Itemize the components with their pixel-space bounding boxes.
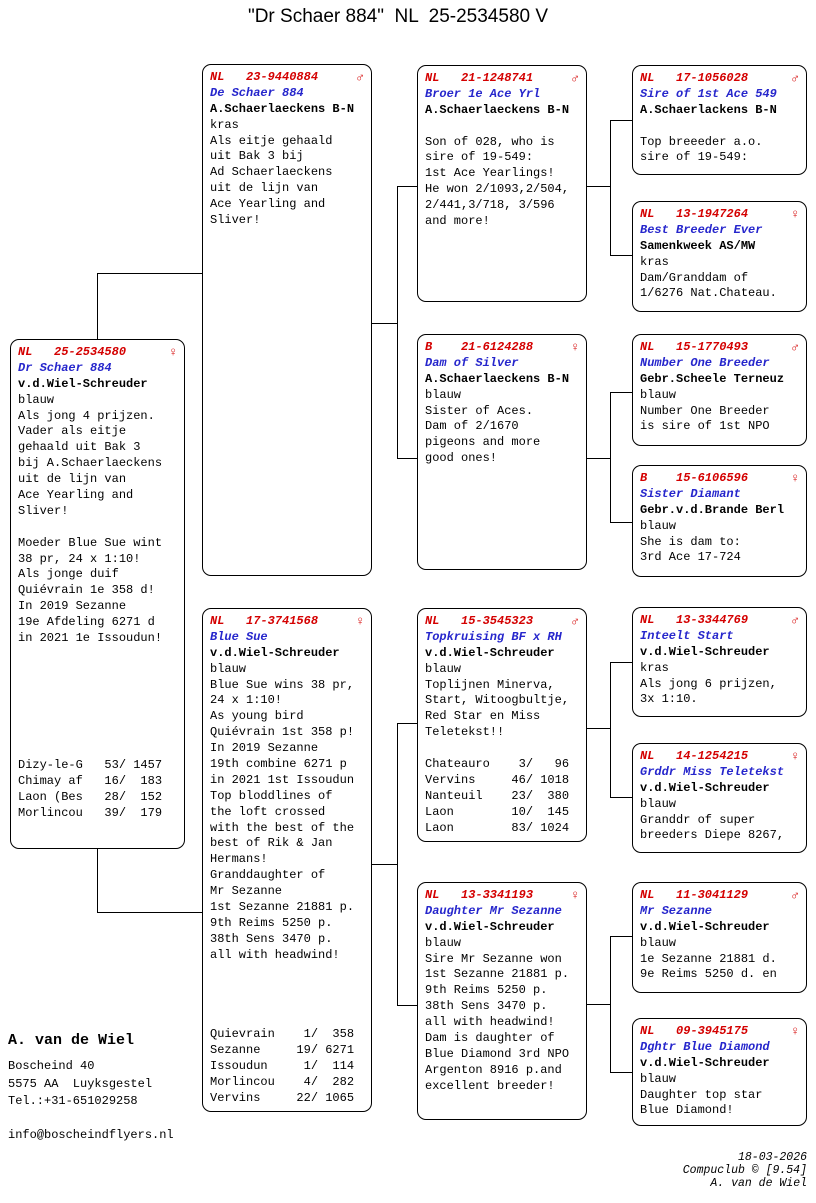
pedigree-line: Top breeeder a.o. — [640, 134, 763, 149]
ring-header — [425, 71, 586, 87]
connector-line — [397, 186, 398, 458]
pedigree-line: blauw — [640, 796, 677, 811]
pedigree-line: Dam of 2/1670 — [425, 419, 519, 434]
pedigree-line: in 2021 1st Issoudun — [210, 772, 355, 787]
pedigree-line: Number One Breeder — [640, 403, 770, 418]
pedigree-line: uit de lijn van — [18, 472, 127, 487]
pedigree-line: Vader als eitje — [18, 424, 127, 439]
ring-number: NL 13-3344769 — [640, 613, 749, 627]
footer-date: 18-03-2026 — [737, 1151, 807, 1164]
pedigree-box-dam-dam — [417, 882, 587, 1120]
pedigree-line: best of Rik & Jan — [210, 836, 333, 851]
pedigree-line: Sliver! — [210, 213, 261, 228]
connector-line — [397, 1005, 417, 1006]
pedigree-line — [210, 995, 371, 1011]
male-icon: ♂ — [791, 71, 799, 87]
pedigree-line: Als eitje gehaald — [210, 133, 333, 148]
pedigree-line: Son of 028, who is — [425, 134, 555, 149]
male-icon: ♂ — [571, 614, 579, 630]
fancier-name: v.d.Wiel-Schreuder — [18, 376, 148, 391]
pedigree-line: Dam is daughter of — [425, 1031, 555, 1046]
connector-line — [610, 797, 632, 798]
ring-header — [640, 613, 806, 629]
pedigree-box-sire-dam — [417, 334, 587, 570]
pedigree-box-dam-sire — [417, 608, 587, 842]
pedigree-line: Laon 83/ 1024 — [425, 820, 570, 835]
pedigree-line: Chateauro 3/ 96 — [425, 757, 570, 772]
pedigree-line: Chimay af 16/ 183 — [18, 774, 163, 789]
owner-address-line2: 5575 AA Luyksgestel — [8, 1076, 153, 1091]
ring-number: NL 09-3945175 — [640, 1024, 749, 1038]
pigeon-name: Sister Diamant — [640, 486, 741, 501]
fancier-name: v.d.Wiel-Schreuder — [210, 645, 340, 660]
pedigree-line: uit Bak 3 bij — [210, 149, 304, 164]
connector-line — [610, 936, 611, 1072]
pedigree-line: Blue Diamond 3rd NPO — [425, 1046, 570, 1061]
pedigree-line: all with headwind! — [425, 1015, 555, 1030]
male-icon: ♂ — [791, 888, 799, 904]
ring-header — [640, 207, 806, 223]
connector-line — [587, 458, 610, 459]
fancier-name: v.d.Wiel-Schreuder — [425, 645, 555, 660]
pedigree-line — [425, 741, 586, 757]
fancier-name: v.d.Wiel-Schreuder — [425, 919, 555, 934]
pedigree-line: Daughter top star — [640, 1087, 763, 1102]
ring-header — [640, 888, 806, 904]
pedigree-line: 24 x 1:10! — [210, 693, 283, 708]
pedigree-line: 1st Sezanne 21881 p. — [210, 900, 355, 915]
pedigree-line: Teletekst!! — [425, 725, 505, 740]
owner-email: info@boscheindflyers.nl — [8, 1127, 174, 1142]
connector-line — [397, 723, 417, 724]
pigeon-name: Inteelt Start — [640, 628, 734, 643]
pedigree-line: Morlincou 4/ 282 — [210, 1074, 355, 1089]
ring-number: NL 13-1947264 — [640, 207, 749, 221]
pedigree-line: Start, Witoogbultje, — [425, 693, 570, 708]
pedigree-line: 9th Reims 5250 p. — [210, 915, 333, 930]
pedigree-line: Sliver! — [18, 503, 69, 518]
pedigree-line: with the best of the — [210, 820, 355, 835]
pigeon-name: Dghtr Blue Diamond — [640, 1039, 770, 1054]
pigeon-name: Number One Breeder — [640, 355, 770, 370]
pedigree-line: 9e Reims 5250 d. en — [640, 967, 777, 982]
connector-line — [610, 392, 632, 393]
pedigree-line: Mr Sezanne — [210, 884, 283, 899]
fancier-name: v.d.Wiel-Schreuder — [640, 1055, 770, 1070]
connector-line — [610, 936, 632, 937]
fancier-name: Gebr.v.d.Brande Berl — [640, 502, 785, 517]
pedigree-line: excellent breeder! — [425, 1078, 555, 1093]
ring-number: NL 14-1254215 — [640, 749, 749, 763]
ring-number: B 15-6106596 — [640, 471, 749, 485]
pedigree-line: Issoudun 1/ 114 — [210, 1058, 355, 1073]
pedigree-box-dam — [202, 608, 372, 1112]
connector-line — [97, 273, 202, 274]
pedigree-line: 19e Afdeling 6271 d — [18, 615, 155, 630]
female-icon: ♀ — [791, 1024, 799, 1040]
pedigree-line: blauw — [640, 518, 677, 533]
pedigree-line: Als jonge duif — [18, 567, 119, 582]
pedigree-box-ds-dam — [632, 743, 807, 853]
pedigree-line: 38 pr, 24 x 1:10! — [18, 551, 141, 566]
connector-line — [97, 849, 98, 912]
pedigree-line: the loft crossed — [210, 804, 326, 819]
pedigree-box-ss-dam — [632, 201, 807, 312]
pedigree-line: and more! — [425, 214, 490, 229]
pedigree-box-dd-dam — [632, 1018, 807, 1126]
pedigree-line: uit de lijn van — [210, 181, 319, 196]
male-icon: ♂ — [791, 613, 799, 629]
pedigree-line: all with headwind! — [210, 947, 340, 962]
pedigree-line: He won 2/1093,2/504, — [425, 182, 570, 197]
footer-author: A. van de Wiel — [710, 1177, 807, 1190]
pedigree-line: Argenton 8916 p.and — [425, 1062, 562, 1077]
ring-header — [640, 1024, 806, 1040]
fancier-name: A.Schaerlackens B-N — [640, 102, 777, 117]
connector-line — [610, 120, 632, 121]
pigeon-name: Mr Sezanne — [640, 903, 713, 918]
pedigree-line: Laon 10/ 145 — [425, 804, 570, 819]
pedigree-line: Hermans! — [210, 852, 268, 867]
pedigree-line: good ones! — [425, 451, 498, 466]
female-icon: ♀ — [571, 888, 579, 904]
pedigree-line: In 2019 Sezanne — [210, 741, 319, 756]
pedigree-line: 9th Reims 5250 p. — [425, 983, 548, 998]
pedigree-line: Granddaughter of — [210, 868, 326, 883]
pedigree-line — [210, 979, 371, 995]
pedigree-line — [18, 695, 184, 711]
pedigree-line: Ace Yearling and — [210, 197, 326, 212]
pedigree-line — [210, 964, 371, 980]
pedigree-line: Ad Schaerlaeckens — [210, 165, 333, 180]
pedigree-box-sd-sire — [632, 334, 807, 446]
female-icon: ♀ — [571, 340, 579, 356]
pedigree-line: Vervins 22/ 1065 — [210, 1090, 355, 1105]
ring-header — [640, 749, 806, 765]
connector-line — [610, 522, 632, 523]
connector-line — [587, 1004, 610, 1005]
fancier-name: A.Schaerlaeckens B-N — [425, 102, 570, 117]
owner-name: A. van de Wiel — [8, 1032, 135, 1049]
pedigree-line: 3rd Ace 17-724 — [640, 550, 741, 565]
pedigree-line: Blue Diamond! — [640, 1103, 734, 1118]
page-title: "Dr Schaer 884" NL 25-2534580 V — [247, 6, 549, 27]
pedigree-line: Dizy-le-G 53/ 1457 — [18, 758, 163, 773]
pedigree-line: 1e Sezanne 21881 d. — [640, 951, 777, 966]
ring-number: NL 17-1056028 — [640, 71, 749, 85]
pedigree-line: As young bird — [210, 709, 304, 724]
pedigree-line: Moeder Blue Sue wint — [18, 535, 163, 550]
ring-number: NL 13-3341193 — [425, 888, 534, 902]
pedigree-line: blauw — [18, 392, 55, 407]
pedigree-line: blauw — [640, 1071, 677, 1086]
fancier-name: A.Schaerlaeckens B-N — [425, 371, 570, 386]
fancier-name: Samenkweek AS/MW — [640, 238, 756, 253]
pedigree-line — [18, 520, 184, 536]
pedigree-line: blauw — [640, 935, 677, 950]
pedigree-line: Morlincou 39/ 179 — [18, 805, 163, 820]
pedigree-line: Ace Yearling and — [18, 488, 134, 503]
ring-header — [210, 70, 371, 86]
pedigree-line — [425, 119, 586, 135]
pedigree-line: Sister of Aces. — [425, 403, 534, 418]
pedigree-line: kras — [210, 117, 239, 132]
pedigree-line — [18, 710, 184, 726]
connector-line — [610, 662, 611, 797]
fancier-name: A.Schaerlaeckens B-N — [210, 101, 355, 116]
owner-phone: Tel.:+31-651029258 — [8, 1094, 138, 1108]
pedigree-line: Quiévrain 1e 358 d! — [18, 583, 155, 598]
ring-header — [425, 888, 586, 904]
pigeon-name: De Schaer 884 — [210, 85, 304, 100]
ring-header — [18, 345, 184, 361]
connector-line — [397, 723, 398, 1005]
ring-header — [425, 340, 586, 356]
ring-number: NL 21-1248741 — [425, 71, 534, 85]
pedigree-line: In 2019 Sezanne — [18, 599, 127, 614]
pedigree-line — [18, 726, 184, 742]
ring-number: B 21-6124288 — [425, 340, 534, 354]
pedigree-line: is sire of 1st NPO — [640, 419, 770, 434]
pedigree-line: Toplijnen Minerva, — [425, 677, 555, 692]
pedigree-line: 19th combine 6271 p — [210, 757, 347, 772]
pigeon-name: Daughter Mr Sezanne — [425, 903, 562, 918]
pedigree-line: blauw — [210, 661, 247, 676]
pedigree-line: blauw — [425, 661, 462, 676]
fancier-name: v.d.Wiel-Schreuder — [640, 644, 770, 659]
pedigree-line: kras — [640, 660, 669, 675]
fancier-name: v.d.Wiel-Schreuder — [640, 919, 770, 934]
ring-number: NL 23-9440884 — [210, 70, 319, 84]
pedigree-line: gehaald uit Bak 3 — [18, 440, 141, 455]
ring-header — [210, 614, 371, 630]
connector-line — [610, 392, 611, 522]
pedigree-line: Blue Sue wins 38 pr, — [210, 677, 355, 692]
female-icon: ♀ — [791, 471, 799, 487]
female-icon: ♀ — [791, 207, 799, 223]
pigeon-name: Grddr Miss Teletekst — [640, 764, 785, 779]
pedigree-line: Als jong 6 prijzen, — [640, 676, 777, 691]
pedigree-line: blauw — [640, 387, 677, 402]
ring-header — [640, 471, 806, 487]
ring-header — [425, 614, 586, 630]
connector-line — [372, 323, 397, 324]
pigeon-name: Topkruising BF x RH — [425, 629, 562, 644]
pedigree-line: Quievrain 1/ 358 — [210, 1027, 355, 1042]
pedigree-line: pigeons and more — [425, 435, 541, 450]
female-icon: ♀ — [356, 614, 364, 630]
pigeon-name: Dr Schaer 884 — [18, 360, 112, 375]
pedigree-line: blauw — [425, 387, 462, 402]
ring-number: NL 25-2534580 — [18, 345, 127, 359]
pedigree-line: Granddr of super — [640, 812, 756, 827]
connector-line — [610, 662, 632, 663]
pedigree-line: Sire Mr Sezanne won — [425, 951, 562, 966]
ring-number: NL 11-3041129 — [640, 888, 749, 902]
male-icon: ♂ — [571, 71, 579, 87]
pedigree-line: Red Star en Miss — [425, 709, 541, 724]
pigeon-name: Sire of 1st Ace 549 — [640, 86, 777, 101]
pedigree-line: 1st Ace Yearlings! — [425, 166, 555, 181]
connector-line — [97, 912, 202, 913]
pedigree-box-sire — [202, 64, 372, 576]
pedigree-line — [18, 647, 184, 663]
pedigree-line: 38th Sens 3470 p. — [210, 931, 333, 946]
pedigree-line: kras — [640, 254, 669, 269]
owner-address-line1: Boscheind 40 — [8, 1059, 95, 1073]
footer-program: Compuclub © [9.54] — [682, 1164, 807, 1177]
pedigree-box-sire-sire — [417, 65, 587, 302]
connector-line — [97, 273, 98, 339]
pedigree-line: Sezanne 19/ 6271 — [210, 1043, 355, 1058]
pigeon-name: Blue Sue — [210, 629, 268, 644]
pedigree-line — [18, 742, 184, 758]
pedigree-line — [640, 119, 806, 135]
pedigree-line: Top bloddlines of — [210, 788, 333, 803]
connector-line — [397, 458, 417, 459]
connector-line — [587, 728, 610, 729]
pedigree-line: 2/441,3/718, 3/596 — [425, 198, 555, 213]
fancier-name: v.d.Wiel-Schreuder — [640, 780, 770, 795]
connector-line — [397, 186, 417, 187]
pedigree-line: 1st Sezanne 21881 p. — [425, 967, 570, 982]
female-icon: ♀ — [791, 749, 799, 765]
pigeon-name: Best Breeder Ever — [640, 222, 763, 237]
pedigree-box-ss-sire — [632, 65, 807, 175]
pedigree-line: Nanteuil 23/ 380 — [425, 788, 570, 803]
male-icon: ♂ — [356, 70, 364, 86]
pedigree-line: in 2021 1e Issoudun! — [18, 631, 163, 646]
ring-number: NL 15-1770493 — [640, 340, 749, 354]
ring-number: NL 17-3741568 — [210, 614, 319, 628]
ring-header — [640, 340, 806, 356]
pedigree-line: breeders Diepe 8267, — [640, 828, 785, 843]
pedigree-line — [210, 1011, 371, 1027]
connector-line — [372, 864, 397, 865]
ring-number: NL 15-3545323 — [425, 614, 534, 628]
pedigree-box-sd-dam — [632, 465, 807, 577]
pedigree-box-subject — [10, 339, 185, 849]
male-icon: ♂ — [791, 340, 799, 356]
pedigree-line: blauw — [425, 935, 462, 950]
pedigree-line: bij A.Schaerlaeckens — [18, 456, 163, 471]
pedigree-box-ds-sire — [632, 607, 807, 717]
pedigree-line: Laon (Bes 28/ 152 — [18, 789, 163, 804]
pedigree-line: She is dam to: — [640, 534, 741, 549]
pedigree-line — [18, 679, 184, 695]
pedigree-line: 38th Sens 3470 p. — [425, 999, 548, 1014]
pedigree-line: Quiévrain 1st 358 p! — [210, 725, 355, 740]
connector-line — [610, 255, 632, 256]
pedigree-box-dd-sire — [632, 882, 807, 993]
connector-line — [610, 1072, 632, 1073]
ring-header — [640, 71, 806, 87]
female-icon: ♀ — [169, 345, 177, 361]
pedigree-line: Dam/Granddam of — [640, 270, 749, 285]
pedigree-line: Als jong 4 prijzen. — [18, 408, 155, 423]
pedigree-line: Vervins 46/ 1018 — [425, 772, 570, 787]
footer — [400, 1138, 807, 1203]
pedigree-line — [18, 663, 184, 679]
pedigree-line: 3x 1:10. — [640, 692, 698, 707]
fancier-name: Gebr.Scheele Terneuz — [640, 371, 785, 386]
pedigree-line: 1/6276 Nat.Chateau. — [640, 286, 777, 301]
pedigree-line: sire of 19-549: — [425, 150, 534, 165]
owner-block — [8, 1032, 174, 1144]
connector-line — [610, 120, 611, 255]
pedigree-line: sire of 19-549: — [640, 150, 749, 165]
pigeon-name: Dam of Silver — [425, 355, 519, 370]
connector-line — [587, 186, 610, 187]
pigeon-name: Broer 1e Ace Yrl — [425, 86, 541, 101]
